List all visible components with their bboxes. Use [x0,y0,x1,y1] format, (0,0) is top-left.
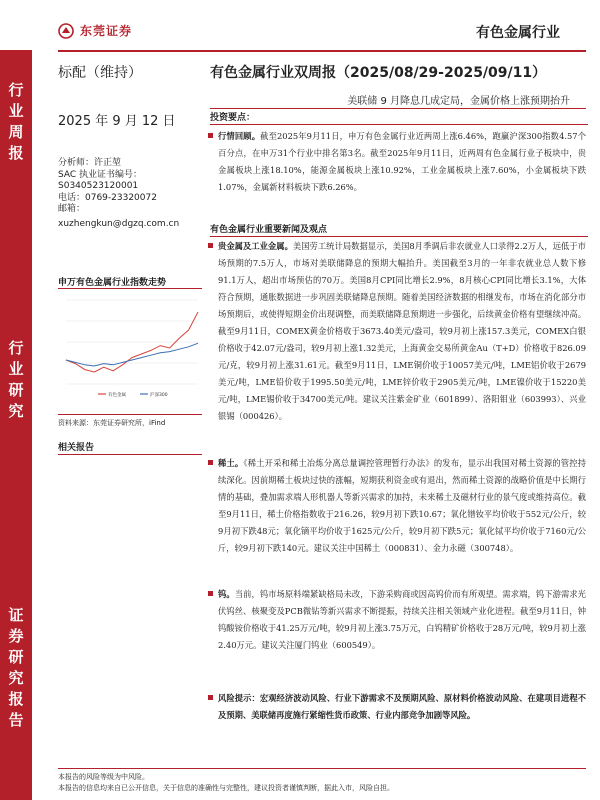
bullet-icon [208,133,213,138]
sidebar-label-research: 行 业 研 究 [8,339,24,420]
report-title: 有色金属行业双周报（2025/08/29-2025/09/11） [210,65,547,81]
paragraph-market-review: 行情回顾。截至2025年9月11日，申万有色金属行业近两周上涨6.46%，跑赢沪深300指数4.57个百分点，在申万31个行业中排名第3名。截至2025年9月11日，近两周有色金属行业子板块中，贵金属板块上涨18.10%，能源金属板块上涨10.92%，工业金属板块上涨7.60%，小金属板块下跌1.07%，金属新材料板块下跌6.26%。 [218,128,586,196]
section-news: 有色金属行业重要新闻及观点 [210,225,328,235]
bullet-icon [208,243,213,248]
section1-rule [210,124,588,125]
rating: 标配（维持） [58,65,142,81]
series-line-1 [66,343,198,366]
legend-label-1: 沪深300 [150,393,168,398]
bullet-icon [208,460,213,465]
sidebar-label-weekly: 行 业 周 报 [8,81,24,162]
paragraph-risk: 风险提示：宏观经济波动风险、行业下游需求不及预期风险、原材料价格波动风险、在建项目进程不及预期、美联储再度施行紧缩性货币政策、行业内部竞争加剧等风险。 [218,690,586,724]
related-rule [58,454,202,455]
sidebar [0,50,32,800]
index-trend-chart [58,292,202,412]
header-divider [58,50,586,52]
bullet-icon [208,591,213,596]
logo-icon [58,23,74,39]
footer-disclaimer: 本报告的风险等级为中风险。 本报告的信息均来自已公开信息，关于信息的准确性与完整性，建议投资者谨慎判断，据此入市，风险自担。 [58,773,394,792]
chart-bottom-rule [58,414,202,415]
report-subtitle: 美联储 9 月降息几成定局，金属价格上涨预期抬升 [347,96,570,107]
section-investment-points: 投资要点： [210,113,256,123]
chart-top-rule [58,288,202,289]
publish-date: 2025 年 9 月 12 日 [58,114,176,129]
paragraph-rare-earth: 稀土。《稀土开采和稀土冶炼分离总量调控管理暂行办法》的发布，显示出我国对稀土资源的管控持续深化。因前期稀土板块过快的涨幅，短期获利资金或有退出，然而稀土资源的战略价值是中长期行情的基础，叠加需求端人形机器人等新兴需求的加持，未来稀土及磁材行业的景气度或维持高位。截至9月11日，稀土价格指数收于216.26，较9月初下跌10.67；氧化镨钕平均价收于552元/公斤，较9月初下跌48元；氧化镝平均价收于1625元/公斤，较9月初下跌5元；氧化铽平均价收于7160元/公斤，较9月初下跌140元。建议关注中国稀土（000831）、金力永磁（300748）。 [218,455,586,557]
section2-rule [210,236,588,237]
paragraph-tungsten: 钨。当前，钨市场原料端紧缺格局未改，下游采购商或因高钨价而有所观望。需求端，钨下游需求光伏钨丝、核聚变及PCB微钻等新兴需求不断提振，持续关注相关领域产业化进程。截至9月11日，钟钨酸铵价格收于41.25万元/吨，较9月初上涨3.75万元，白钨精矿价格收于28万元/吨，较9月初上涨2.40万元。建议关注厦门钨业（600549）。 [218,586,586,654]
sidebar-label-report: 证 券 研 究 报 告 [8,606,24,729]
paragraph-precious-metals: 贵金属及工业金属。美国劳工统计局数据显示，美国8月季调后非农就业人口录得2.2万人，远低于市场预期的7.5万人，市场对美联储降息的预期大幅抬升。美国截至3月的一年非农就业总人数下修91.1万人，超出市场预估的70万。美国8月CPI同比增长2.9%，8月核心CPI同比增长3.1%，大体符合预期，通胀数据进一步巩固美联储降息预期。随着美国经济数据的相继发布，市场在消化部分市场预期后，或使得短期金价出现调整，而美联储降息预期进一步强化，后续黄金价格有望继续冲高。截至9月11日，COMEX黄金价格收于3673.40美元/盎司，较9月初上涨157.3美元，COMEX白银价格收于42.07元/盎司，较9月初上涨1.32美元，上海黄金交易所黄金Au（T+D）价格收于826.09元/克，较9月初上涨31.61元。截至9月11日，LME铜价收于10057美元/吨，LME铝价收于2679美元/吨，LME铅价收于1995.50美元/吨，LME锌价收于2905美元/吨，LME镍价收于15220美元/吨，LME锡价收于34700美元/吨。建议关注紫金矿业（601899）、洛阳钼业（603993）、兴业银锡（000426）。 [218,238,586,425]
footer-divider [58,768,586,769]
bullet-icon [208,695,213,700]
related-reports-heading: 相关报告 [58,443,95,453]
company-logo [58,22,132,39]
chart-title: 申万有色金属行业指数走势 [58,278,167,288]
header-industry: 有色金属行业 [476,25,560,41]
subtitle-divider [210,108,586,109]
analyst-info: 分析师：许正堃 SAC 执业证书编号： S0340523120001 电话：0769-23320072 邮箱： xuzhengkun@dgzq.com.cn [58,158,180,229]
legend-label-0: 有色金属 [108,393,126,398]
chart-source: 资料来源：东莞证券研究所，iFind [58,419,166,427]
logo-text: 东莞证券 [80,24,133,38]
